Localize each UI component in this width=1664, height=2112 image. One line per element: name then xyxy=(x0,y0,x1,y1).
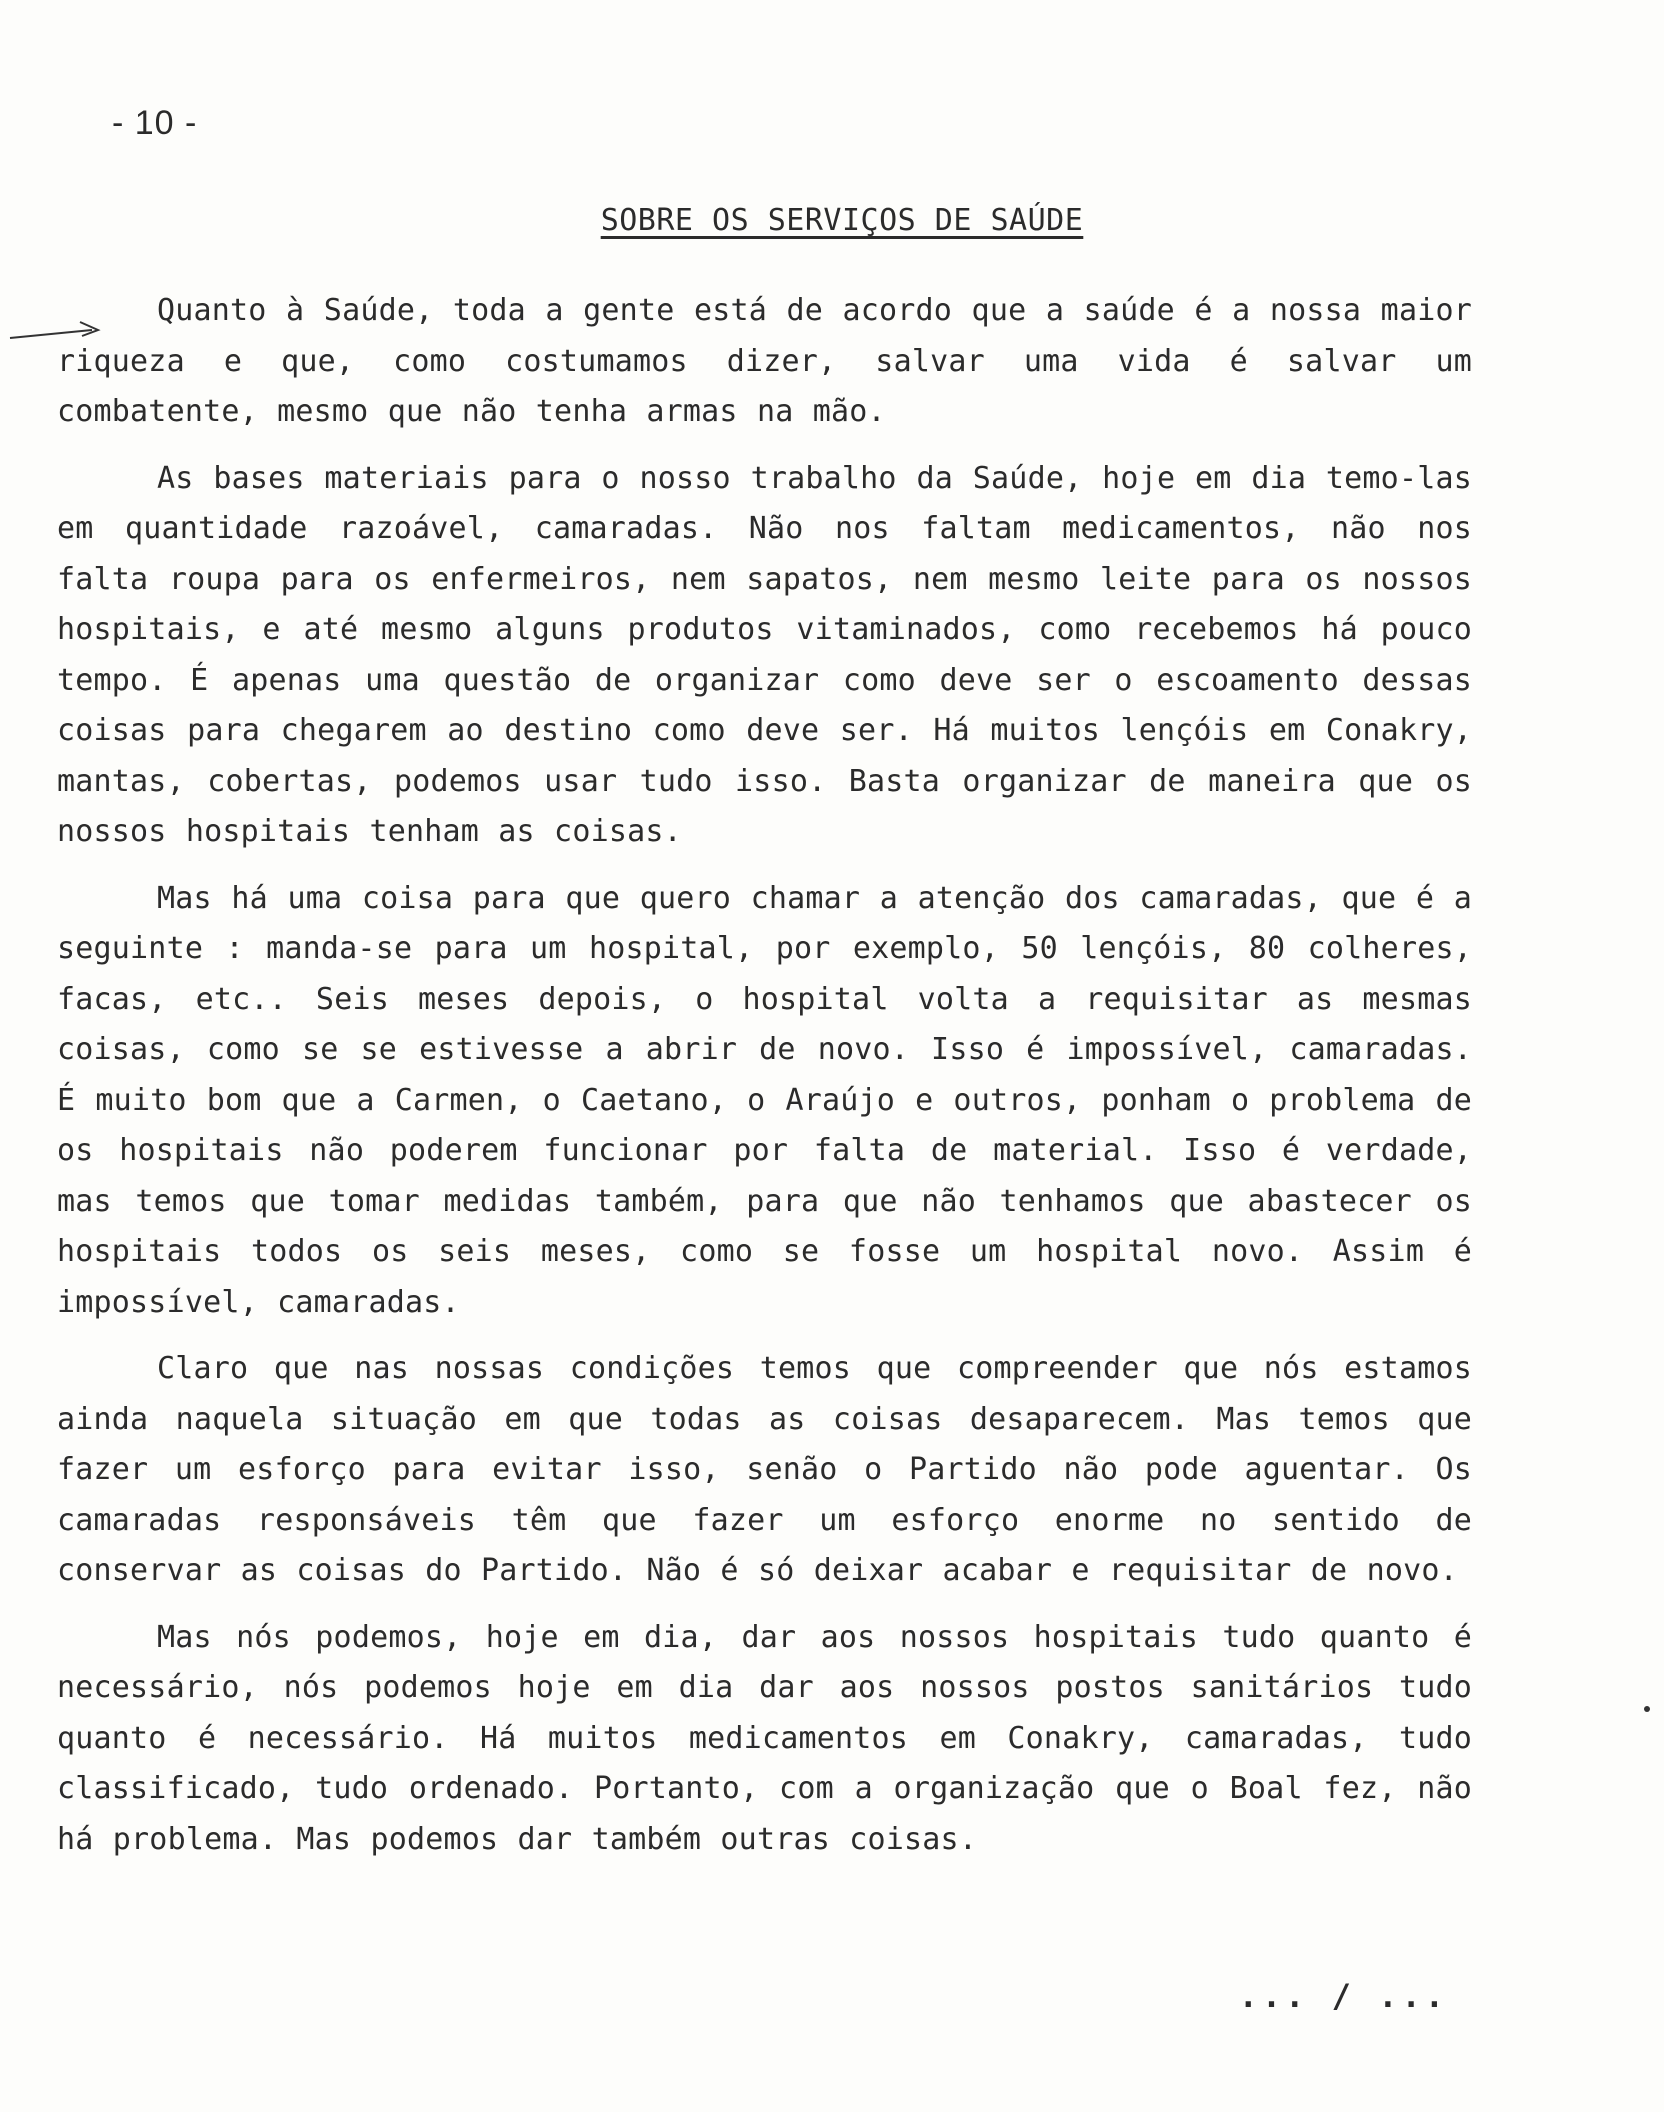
document-body xyxy=(57,286,1472,1881)
paragraph: Mas há uma coisa para que quero chamar a atenção dos camaradas, que é a seguinte : manda-se para um hospital, por exemplo, 50 lençóis, 80 colheres, facas, etc.. Seis meses depois, o hospital volta a requisitar as mesmas coisas, como se se estivesse a abrir de novo. Isso é impossível, camaradas. É muito bom que a Carmen, o Caetano, o Araújo e outros, ponham o problema de os hospitais não poderem funcionar por falta de material. Isso é verdade, mas temos que tomar medidas também, para que não tenhamos que abastecer os hospitais todos os seis meses, como se fosse um hospital novo. Assim é impossível, camaradas. xyxy=(57,880,1472,1320)
continuation-mark: ... / ... xyxy=(1238,1977,1448,2015)
paragraph: Quanto à Saúde, toda a gente está de acordo que a saúde é a nossa maior riqueza e que, como costumamos dizer, salvar uma vida é salvar um combatente, mesmo que não tenha armas na mão. xyxy=(57,293,1472,429)
paragraph: Mas nós podemos, hoje em dia, dar aos nossos hospitais tudo quanto é necessário, nós podemos hoje em dia dar aos nossos postos sanitários tudo quanto é necessário. Há muitos medicamentos em Conakry, camaradas, tudo classificado, tudo ordenado. Portanto, com a organização que o Boal fez, não há problema. Mas podemos dar também outras coisas. xyxy=(57,1619,1472,1857)
document-title: SOBRE OS SERVIÇOS DE SAÚDE xyxy=(600,203,1084,238)
paragraph: As bases materiais para o nosso trabalho da Saúde, hoje em dia temo-las em quantidade razoável, camaradas. Não nos faltam medicamentos, não nos falta roupa para os enfermeiros, nem sapatos, nem mesmo leite para os nossos hospitais, e até mesmo alguns produtos vitaminados, como recebemos há pouco tempo. É apenas uma questão de organizar como deve ser o escoamento dessas coisas para chegarem ao destino como deve ser. Há muitos lençóis em Conakry, mantas, cobertas, podemos usar tudo isso. Basta organizar de maneira que os nossos hospitais tenham as coisas. xyxy=(57,460,1472,849)
paragraph: Claro que nas nossas condições temos que compreender que nós estamos ainda naquela situação em que todas as coisas desaparecem. Mas temos que fazer um esforço para evitar isso, senão o Partido não pode aguentar. Os camaradas responsáveis têm que fazer um esforço enorme no sentido de conservar as coisas do Partido. Não é só deixar acabar e requisitar de novo. xyxy=(57,1351,1472,1588)
page-number: - 10 - xyxy=(112,104,198,142)
ink-dot xyxy=(1644,1706,1650,1712)
